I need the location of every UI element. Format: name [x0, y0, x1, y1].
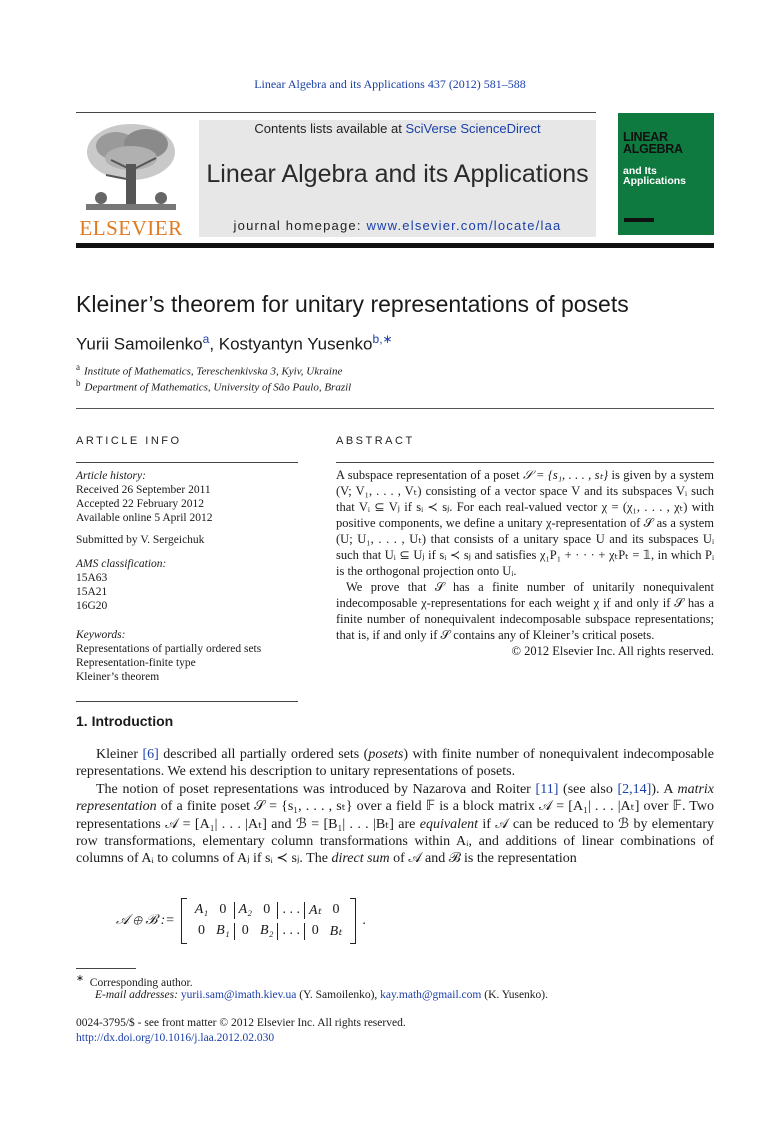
affiliation-text: Institute of Mathematics, Tereschenkivska 3, Kyiv, Ukraine: [84, 365, 343, 378]
matrix-cell: B₂: [260, 923, 274, 938]
body-span: if 𝒜 can be reduced to ℬ by elementary row transformations, elementary column transformations within Aᵢ, and additions of linear combinations of columns of Aᵢ to columns of Aⱼ if sᵢ ≺ sⱼ. The: [76, 816, 714, 867]
elsevier-tree-icon: [76, 120, 186, 216]
keyword: Representation-finite type: [76, 657, 196, 669]
article-history: [76, 469, 298, 525]
contents-line: [199, 121, 596, 136]
matrix-cell: 0: [234, 923, 256, 940]
body-emphasis: direct sum: [331, 851, 390, 867]
footnote-rule: [76, 968, 136, 969]
article-info-heading: ARTICLE INFO: [76, 435, 182, 447]
email-link[interactable]: kay.math@gmail.com: [380, 989, 482, 1001]
masthead-rule: [76, 243, 714, 248]
abstract-text: A subspace representation of a poset: [336, 468, 523, 482]
cover-title-line: ALGEBRA: [623, 142, 683, 156]
matrix-cell: 0: [263, 902, 271, 917]
abstract-body: [336, 467, 714, 659]
author-list: [76, 332, 393, 355]
matrix-cell: 0: [197, 923, 205, 938]
body-paragraph: [76, 781, 714, 868]
matrix-cell: 0: [304, 923, 326, 940]
homepage-line: [199, 218, 596, 233]
keywords-label: Keywords:: [76, 629, 126, 641]
matrix-cell: . . .: [277, 923, 304, 940]
author-separator: ,: [209, 334, 219, 354]
keywords: [76, 628, 298, 684]
keyword: Kleiner’s theorem: [76, 671, 160, 683]
body-span: ) with finite number of nonequivalent indecomposable representations. We extend his description to unitary representations of posets.: [76, 747, 714, 780]
matrix-bracket: [350, 898, 356, 944]
running-head[interactable]: Linear Algebra and its Applications 437 (2012) 581–588: [254, 77, 526, 91]
cover-bar: [624, 218, 654, 222]
section-heading: 1. Introduction: [76, 713, 174, 729]
paper-title: Kleiner’s theorem for unitary representations of posets: [76, 291, 629, 317]
cover-subtitle-line: and Its: [623, 165, 657, 177]
title-rule: [76, 408, 714, 409]
matrix-bracket: [181, 898, 187, 944]
ams-classification: [76, 557, 298, 613]
email-link[interactable]: yurii.sam@imath.kiev.ua: [180, 989, 297, 1001]
keyword: Representations of partially ordered sets: [76, 643, 262, 655]
cover-subtitle-line: Applications: [623, 175, 687, 187]
homepage-link[interactable]: www.elsevier.com/locate/laa: [366, 218, 562, 233]
footnote-mark: ∗: [76, 973, 85, 984]
body-span: (see also: [558, 781, 618, 797]
author-name: Yurii Samoilenko: [76, 334, 203, 354]
affiliation-mark: b: [76, 378, 81, 388]
history-label: Article history:: [76, 470, 146, 482]
body-span: The notion of poset representations was introduced by Nazarova and Roiter: [96, 781, 536, 797]
matrix-cell: Bₜ: [329, 924, 343, 939]
matrix-cell: A₁: [194, 902, 209, 917]
body-text: [76, 746, 714, 868]
history-date: Accepted 22 February 2012: [76, 498, 205, 510]
formula-lhs: 𝒜 ⊕ ℬ :=: [116, 913, 175, 928]
body-emphasis: posets: [368, 747, 404, 762]
abstract-paragraph: We prove that 𝒮 has a finite number of unitarily nonequivalent indecomposable χ-representations for each weight χ if and only if 𝒮 has a finite number of nonequivalent indecomposable subspace representations; that is, if and only if 𝒮 contains any of Kleiner’s critical posets.: [336, 580, 714, 642]
body-span: ). A: [651, 781, 678, 797]
info-rule: [76, 462, 298, 463]
body-emphasis: matrix representation: [76, 781, 715, 815]
affiliation: [76, 362, 342, 378]
journal-name: Linear Algebra and its Applications: [206, 160, 589, 188]
cover-subtitle: [623, 166, 686, 186]
matrix-cell: Aₜ: [304, 902, 326, 919]
submitted-by: Submitted by V. Sergeichuk: [76, 534, 205, 546]
affiliation-mark-link[interactable]: a: [202, 332, 210, 346]
homepage-prefix: journal homepage:: [233, 218, 367, 233]
body-span: of a finite poset 𝒮 = {s₁, . . . , sₜ} over a field 𝔽 is a block matrix 𝒜 = [A₁| . . . |Aₜ] over 𝔽. Two representations 𝒜 = [A₁| . . . |Aₜ] and ℬ = [B₁| . . . |Bₜ] are: [76, 799, 714, 832]
body-paragraph: [76, 746, 714, 781]
email-label: E-mail addresses:: [95, 989, 181, 1001]
abstract-rule: [336, 462, 714, 463]
body-span: described all partially ordered sets (: [158, 747, 369, 762]
email-note: [95, 989, 548, 1001]
affiliation-mark-link[interactable]: b,∗: [372, 332, 393, 346]
body-span: of 𝒜 and ℬ is the representation: [389, 851, 577, 867]
ams-code: 16G20: [76, 600, 108, 612]
body-span: Kleiner: [96, 747, 143, 762]
history-date: Available online 5 April 2012: [76, 512, 213, 524]
matrix-cell: 0: [219, 902, 227, 917]
top-rule: [76, 112, 596, 113]
abstract-paragraph: [336, 467, 714, 579]
affiliation: [76, 378, 351, 394]
ams-code: 15A63: [76, 572, 108, 584]
contents-prefix: Contents lists available at: [254, 121, 406, 136]
sciencedirect-link[interactable]: SciVerse ScienceDirect: [405, 121, 541, 136]
matrix-cell: B₁: [216, 923, 230, 938]
matrix-cell: 0: [332, 902, 340, 917]
issn-line: 0024-3795/$ - see front matter © 2012 Elsevier Inc. All rights reserved.: [76, 1017, 406, 1029]
copyright-line: © 2012 Elsevier Inc. All rights reserved.: [511, 644, 714, 658]
footnote-text: Corresponding author.: [89, 976, 193, 989]
corresponding-author-note: [76, 973, 193, 989]
body-emphasis: equivalent: [419, 816, 479, 832]
citation-link[interactable]: [11]: [535, 781, 559, 797]
affiliation-mark: a: [76, 362, 80, 372]
affiliation-text: Department of Mathematics, University of São Paulo, Brazil: [84, 381, 352, 394]
email-owner: (Y. Samoilenko),: [296, 989, 381, 1001]
info-bottom-rule: [76, 701, 298, 702]
abstract-math: 𝒮 = {s₁, . . . , sₜ}: [522, 468, 609, 482]
elsevier-logo[interactable]: [76, 120, 186, 238]
abstract-heading: ABSTRACT: [336, 435, 415, 447]
block-matrix: [181, 900, 357, 942]
ams-label: AMS classification:: [76, 558, 167, 570]
matrix-cell: A₂: [234, 902, 256, 919]
journal-cover[interactable]: [618, 113, 714, 235]
doi-link[interactable]: http://dx.doi.org/10.1016/j.laa.2012.02.030: [76, 1032, 275, 1044]
author-name: Kostyantyn Yusenko: [218, 334, 373, 354]
matrix-cell: . . .: [277, 902, 304, 919]
publisher-wordmark: ELSEVIER: [79, 216, 183, 240]
history-date: Received 26 September 2011: [76, 484, 211, 496]
citation-link[interactable]: [2,14]: [617, 781, 652, 797]
ams-code: 15A21: [76, 586, 108, 598]
citation-link[interactable]: [6]: [142, 747, 159, 762]
cover-title: [623, 131, 683, 155]
cover-title-line: LINEAR: [623, 130, 668, 144]
direct-sum-formula: [116, 900, 366, 942]
formula-period: .: [362, 913, 366, 928]
abstract-text: is given by a system (V; V₁, . . . , Vₜ) consisting of a vector space V and its subspaces Vᵢ such that Vᵢ ⊆ Vⱼ if sᵢ ≺ sⱼ. For each real-valued vector χ = (χ₁, . . . , χₜ) with positive components, we define a unitary χ-representation of 𝒮 as a system (U; U₁, . . . , Uₜ) that consists of a unitary space U and its subspaces Uᵢ such that Uᵢ ⊆ Uⱼ if sᵢ ≺ sⱼ and satisfies χ₁P₁ + · · · + χₜPₜ = 𝟙, in which Pᵢ is the orthogonal projection onto Uᵢ.: [336, 468, 714, 578]
email-owner: (K. Yusenko).: [481, 989, 549, 1001]
